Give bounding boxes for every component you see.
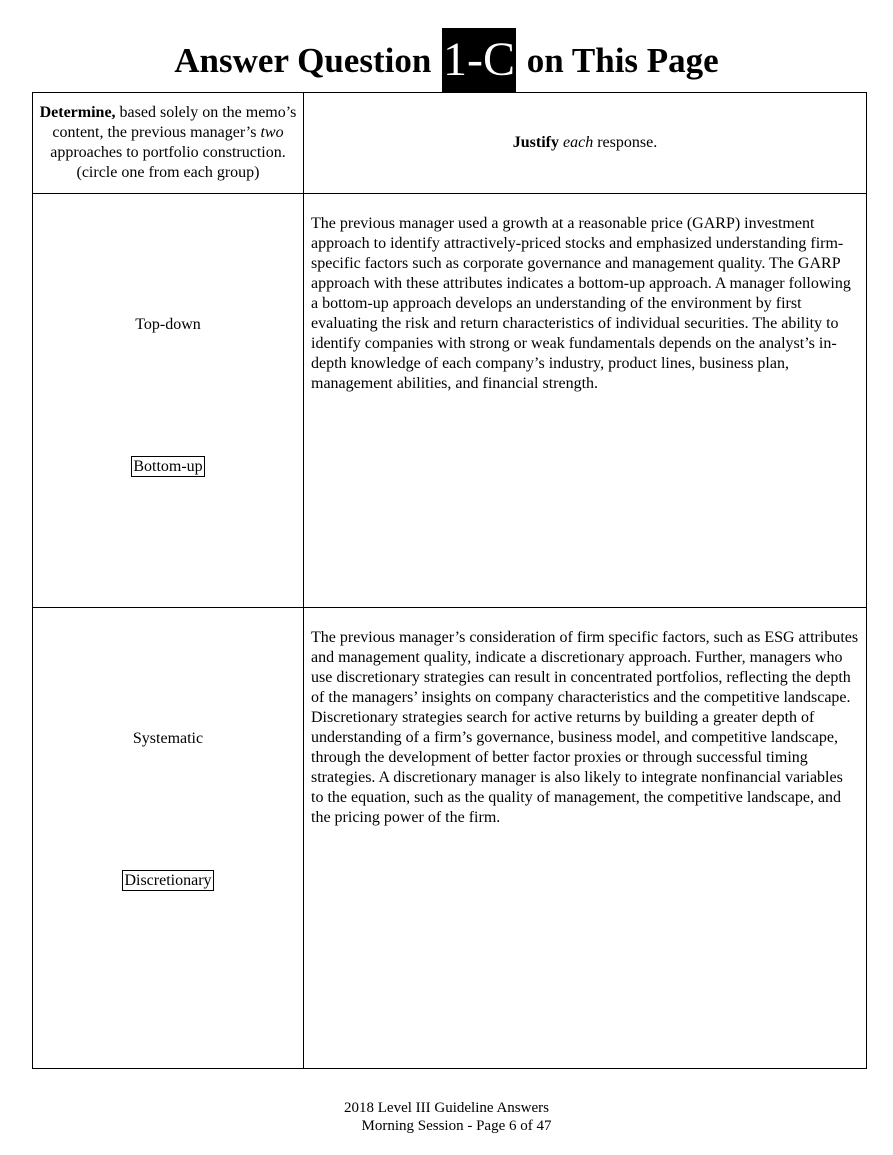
selected-option-label: Bottom-up bbox=[133, 458, 203, 475]
circle-instruction: (circle one from each group) bbox=[76, 164, 260, 181]
each-label: each bbox=[563, 134, 594, 151]
table-row bbox=[33, 608, 867, 1069]
page-footer bbox=[0, 1099, 893, 1135]
justification-cell-2 bbox=[304, 608, 867, 1069]
option-systematic[interactable] bbox=[33, 729, 303, 749]
title-suffix: on This Page bbox=[518, 41, 719, 80]
question-number-box: 1-C bbox=[442, 28, 516, 92]
determine-header bbox=[33, 93, 304, 194]
title-prefix: Answer Question bbox=[174, 41, 441, 80]
determine-label: Determine, bbox=[39, 104, 116, 121]
two-label: two bbox=[260, 124, 284, 141]
table-row bbox=[33, 194, 867, 608]
footer-title: 2018 Level III Guideline Answers bbox=[344, 1100, 549, 1116]
table-header-row bbox=[33, 93, 867, 194]
answer-table bbox=[32, 92, 867, 1069]
choice-group-2 bbox=[33, 608, 304, 1069]
option-label: Top-down bbox=[135, 316, 201, 333]
option-bottom-up[interactable] bbox=[33, 456, 303, 477]
justification-text: The previous manager used a growth at a reasonable price (GARP) investment approach to identify attractively-priced stocks and emphasized understanding firm-specific factors such as corporate governance and management quality. The GARP approach with these attributes indicates a bottom-up approach. A manager following a bottom-up approach develops an understanding of the environment by first evaluating the risk and return characteristics of individual securities. The ability to identify companies with strong or weak fundamentals depends on the analyst’s in-depth knowledge of each company’s industry, product lines, business plan, management abilities, and financial strength. bbox=[311, 215, 851, 392]
page-title bbox=[0, 28, 893, 94]
justify-header bbox=[304, 93, 867, 194]
footer-page-number: Morning Session - Page 6 of 47 bbox=[361, 1118, 552, 1134]
option-top-down[interactable] bbox=[33, 315, 303, 335]
justification-cell-1 bbox=[304, 194, 867, 608]
justification-text: The previous manager’s consideration of firm specific factors, such as ESG attributes and management quality, indicate a discretionary approach. Further, managers who use discretionary strategies can result in concentrated portfolios, reflecting the depth of the managers’ insights on company characteristics and the competitive landscape. Discretionary strategies search for active returns by building a greater depth of understanding of a firm’s governance, business model, and competitive landscape, through the development of better factor proxies or through successful timing strategies. A discretionary manager is also likely to integrate nonfinancial variables to the equation, such as the quality of management, the competitive landscape, and the pricing power of the firm. bbox=[311, 629, 859, 826]
justify-rest: response. bbox=[593, 134, 658, 151]
determine-text-1: based solely on the memo’s content, the previous manager’s bbox=[52, 104, 297, 141]
option-label: Systematic bbox=[132, 730, 204, 747]
option-discretionary[interactable] bbox=[33, 870, 303, 891]
justify-label: Justify bbox=[512, 134, 560, 151]
determine-text-2: approaches to portfolio construction. bbox=[50, 144, 286, 161]
selected-option-label: Discretionary bbox=[124, 872, 212, 889]
choice-group-1 bbox=[33, 194, 304, 608]
